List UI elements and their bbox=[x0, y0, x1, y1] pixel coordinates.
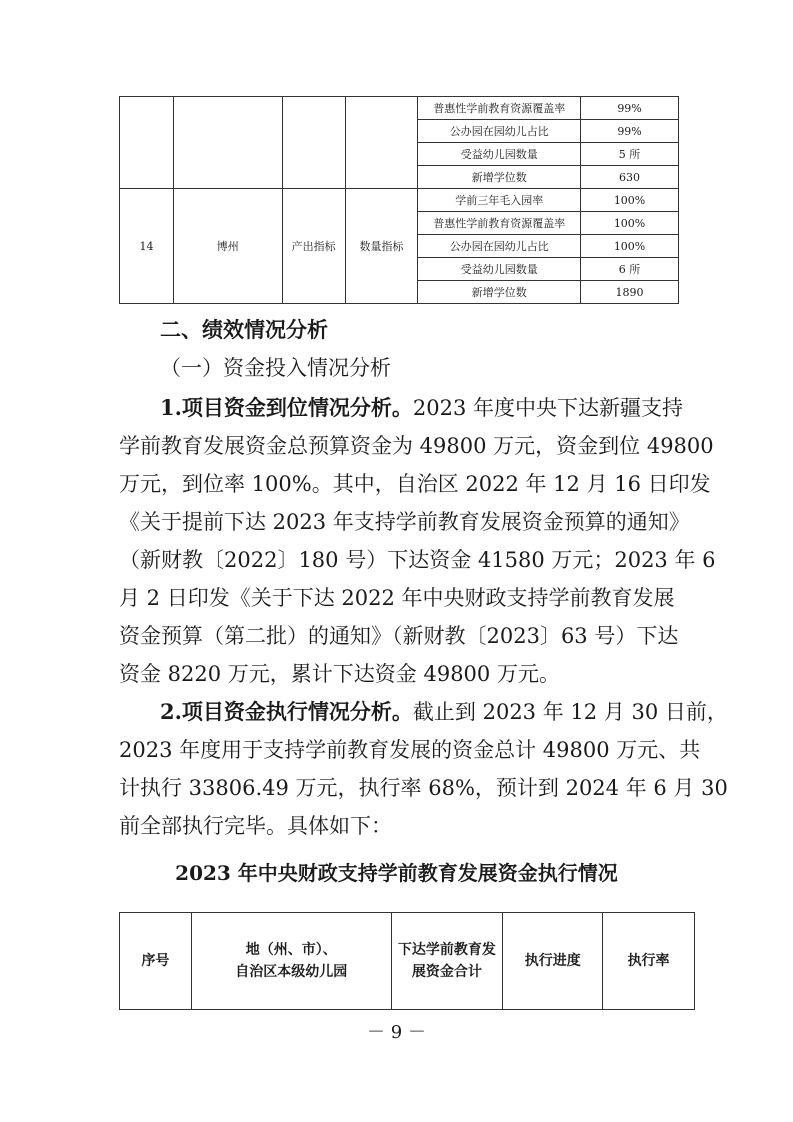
metric-cell: 学前三年毛入园率 bbox=[418, 189, 581, 212]
header-text: 展资金合计 bbox=[411, 964, 482, 980]
table-cell bbox=[282, 97, 345, 189]
paragraph-line bbox=[160, 394, 683, 422]
row-number-cell: 14 bbox=[120, 189, 174, 304]
value-cell: 630 bbox=[581, 166, 679, 189]
header-cell-total bbox=[391, 913, 503, 1010]
paragraph-lead: 1.项目资金到位情况分析。 bbox=[160, 395, 413, 420]
header-text: 自治区本级幼儿园 bbox=[235, 964, 348, 980]
paragraph-line bbox=[160, 698, 728, 726]
metric-cell: 普惠性学前教育资源覆盖率 bbox=[418, 97, 581, 120]
metric-cell: 受益幼儿园数量 bbox=[418, 143, 581, 166]
paragraph-line: 万元，到位率 100%。其中，自治区 2022 年 12 月 16 日印发 bbox=[119, 472, 711, 496]
region-cell: 博州 bbox=[173, 189, 282, 304]
paragraph-line: 学前教育发展资金总预算资金为 49800 万元，资金到位 49800 bbox=[119, 434, 714, 458]
indicator-table bbox=[119, 96, 679, 304]
table-cell bbox=[173, 97, 282, 189]
paragraph-text: 截止到 2023 年 12 月 30 日前， bbox=[412, 700, 728, 724]
paragraph-line: 2023 年度用于支持学前教育发展的资金总计 49800 万元、共 bbox=[119, 738, 701, 762]
paragraph-line: 资金预算（第二批）的通知》（新财教〔2023〕63 号）下达 bbox=[119, 624, 679, 648]
section-heading: 二、绩效情况分析 bbox=[160, 317, 328, 342]
paragraph-line: 月 2 日印发《关于下达 2022 年中央财政支持学前教育发展 bbox=[119, 586, 675, 610]
paragraph-text: 2023 年度中央下达新疆支持 bbox=[412, 396, 684, 420]
page-number: － 9 － bbox=[367, 1022, 426, 1043]
paragraph-line: 《关于提前下达 2023 年支持学前教育发展资金预算的通知》 bbox=[119, 510, 690, 534]
value-cell: 99% bbox=[581, 97, 679, 120]
subsection-heading: （一）资金投入情况分析 bbox=[160, 356, 391, 380]
metric-cell: 新增学位数 bbox=[418, 166, 581, 189]
table-cell bbox=[120, 97, 174, 189]
value-cell: 5 所 bbox=[581, 143, 679, 166]
header-cell-rate: 执行率 bbox=[603, 913, 695, 1010]
paragraph-line: 计执行 33806.49 万元，执行率 68%，预计到 2024 年 6 月 30 bbox=[119, 776, 728, 800]
metric-cell: 受益幼儿园数量 bbox=[418, 258, 581, 281]
metric-cell: 公办园在园幼儿占比 bbox=[418, 235, 581, 258]
value-cell: 100% bbox=[581, 212, 679, 235]
execution-table bbox=[119, 912, 695, 1010]
header-text: 地（州、市）、 bbox=[245, 942, 337, 958]
indicator-type-cell: 产出指标 bbox=[282, 189, 345, 304]
header-cell-progress: 执行进度 bbox=[503, 913, 603, 1010]
table-title: 2023 年中央财政支持学前教育发展资金执行情况 bbox=[175, 861, 618, 885]
header-cell-no: 序号 bbox=[120, 913, 192, 1010]
header-cell-region bbox=[191, 913, 391, 1010]
table-cell bbox=[345, 97, 418, 189]
metric-cell: 公办园在园幼儿占比 bbox=[418, 120, 581, 143]
paragraph-line: 资金 8220 万元，累计下达资金 49800 万元。 bbox=[119, 662, 560, 686]
value-cell: 1890 bbox=[581, 281, 679, 304]
paragraph-line: （新财教〔2022〕180 号）下达资金 41580 万元；2023 年 6 bbox=[119, 548, 716, 572]
value-cell: 100% bbox=[581, 189, 679, 212]
header-text: 下达学前教育发 bbox=[397, 942, 496, 958]
paragraph-line: 前全部执行完毕。具体如下： bbox=[119, 814, 392, 838]
value-cell: 100% bbox=[581, 235, 679, 258]
value-cell: 6 所 bbox=[581, 258, 679, 281]
metric-cell: 普惠性学前教育资源覆盖率 bbox=[418, 212, 581, 235]
metric-cell: 新增学位数 bbox=[418, 281, 581, 304]
value-cell: 99% bbox=[581, 120, 679, 143]
paragraph-lead: 2.项目资金执行情况分析。 bbox=[160, 699, 413, 724]
indicator-subtype-cell: 数量指标 bbox=[345, 189, 418, 304]
